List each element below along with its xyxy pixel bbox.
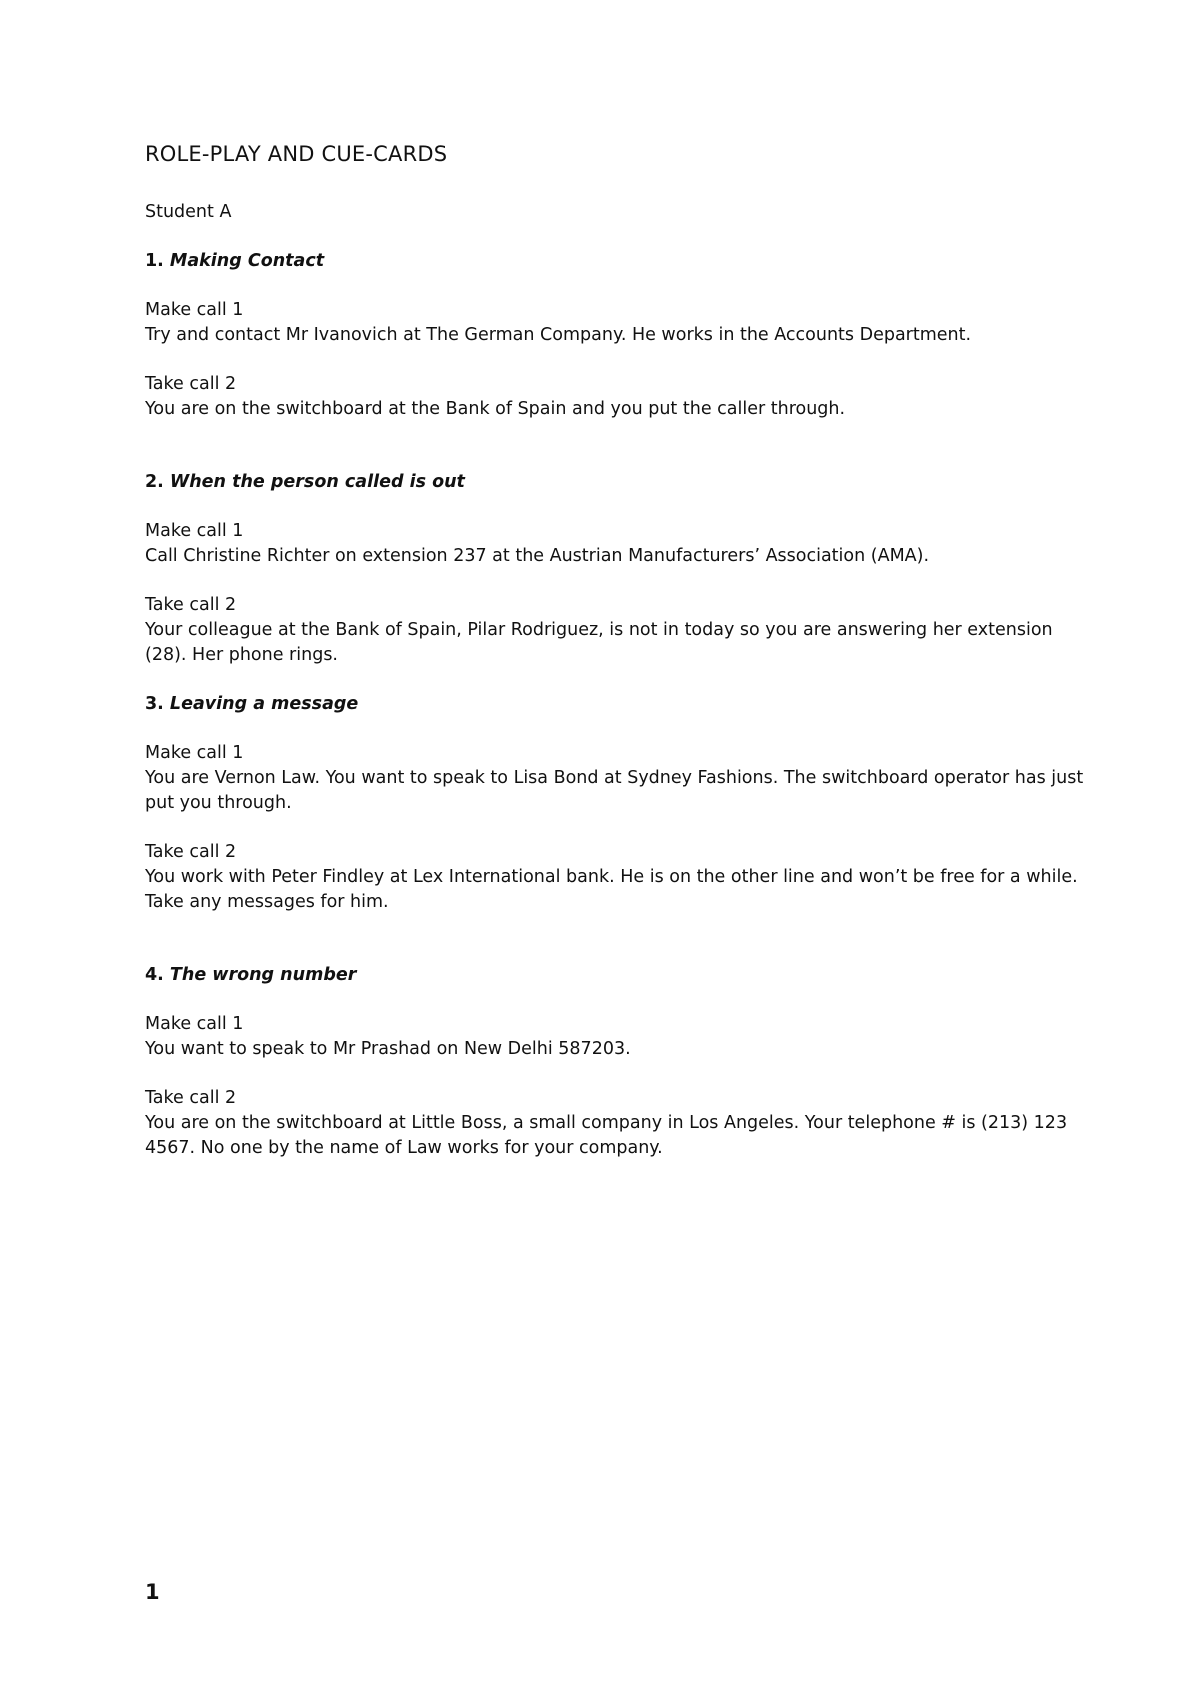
call-label: Make call 1 [145, 300, 244, 320]
call-block [145, 1012, 1085, 1062]
spacer [145, 446, 1085, 470]
section-wrong-number [145, 963, 1085, 1161]
section-heading [145, 692, 1085, 717]
section-heading [145, 249, 1085, 274]
section-number: 4. [145, 965, 164, 985]
call-instructions: You want to speak to Mr Prashad on New Delhi 587203. [145, 1039, 631, 1059]
section-heading [145, 470, 1085, 495]
call-instructions: You are on the switchboard at Little Boss, a small company in Los Angeles. Your telephone # is (213) 123 4567. No one by the name of Law works for your company. [145, 1113, 1068, 1158]
call-label: Make call 1 [145, 521, 244, 541]
call-instructions: You are on the switchboard at the Bank of Spain and you put the caller through. [145, 399, 846, 419]
section-title: The wrong number [169, 965, 357, 985]
section-number: 2. [145, 472, 164, 492]
call-instructions: Try and contact Mr Ivanovich at The German Company. He works in the Accounts Department. [145, 325, 972, 345]
call-block [145, 298, 1085, 348]
call-label: Make call 1 [145, 743, 244, 763]
call-label: Make call 1 [145, 1014, 244, 1034]
document-title: ROLE-PLAY AND CUE-CARDS [145, 142, 448, 166]
section-title: Leaving a message [169, 694, 359, 714]
section-number: 1. [145, 251, 164, 271]
call-label: Take call 2 [145, 374, 237, 394]
call-label: Take call 2 [145, 1088, 237, 1108]
document-body [145, 140, 1085, 1185]
page-number: 1 [145, 1580, 160, 1604]
call-block [145, 1086, 1085, 1161]
call-instructions: You are Vernon Law. You want to speak to Lisa Bond at Sydney Fashions. The switchboard operator has just put you through. [145, 768, 1084, 813]
section-leaving-message [145, 692, 1085, 915]
call-instructions: Your colleague at the Bank of Spain, Pilar Rodriguez, is not in today so you are answering her extension (28). Her phone rings. [145, 620, 1053, 665]
call-instructions: Call Christine Richter on extension 237 at the Austrian Manufacturers’ Association (AMA). [145, 546, 930, 566]
section-title: When the person called is out [169, 472, 465, 492]
section-title: Making Contact [169, 251, 325, 271]
call-block [145, 840, 1085, 915]
call-label: Take call 2 [145, 595, 237, 615]
section-making-contact [145, 249, 1085, 422]
section-person-out [145, 470, 1085, 668]
call-instructions: You work with Peter Findley at Lex International bank. He is on the other line and won’t be free for a while. Take any messages for him. [145, 867, 1078, 912]
call-label: Take call 2 [145, 842, 237, 862]
student-label: Student A [145, 202, 232, 222]
call-block [145, 372, 1085, 422]
call-block [145, 593, 1085, 668]
section-number: 3. [145, 694, 164, 714]
section-heading [145, 963, 1085, 988]
call-block [145, 519, 1085, 569]
call-block [145, 741, 1085, 816]
spacer [145, 939, 1085, 963]
